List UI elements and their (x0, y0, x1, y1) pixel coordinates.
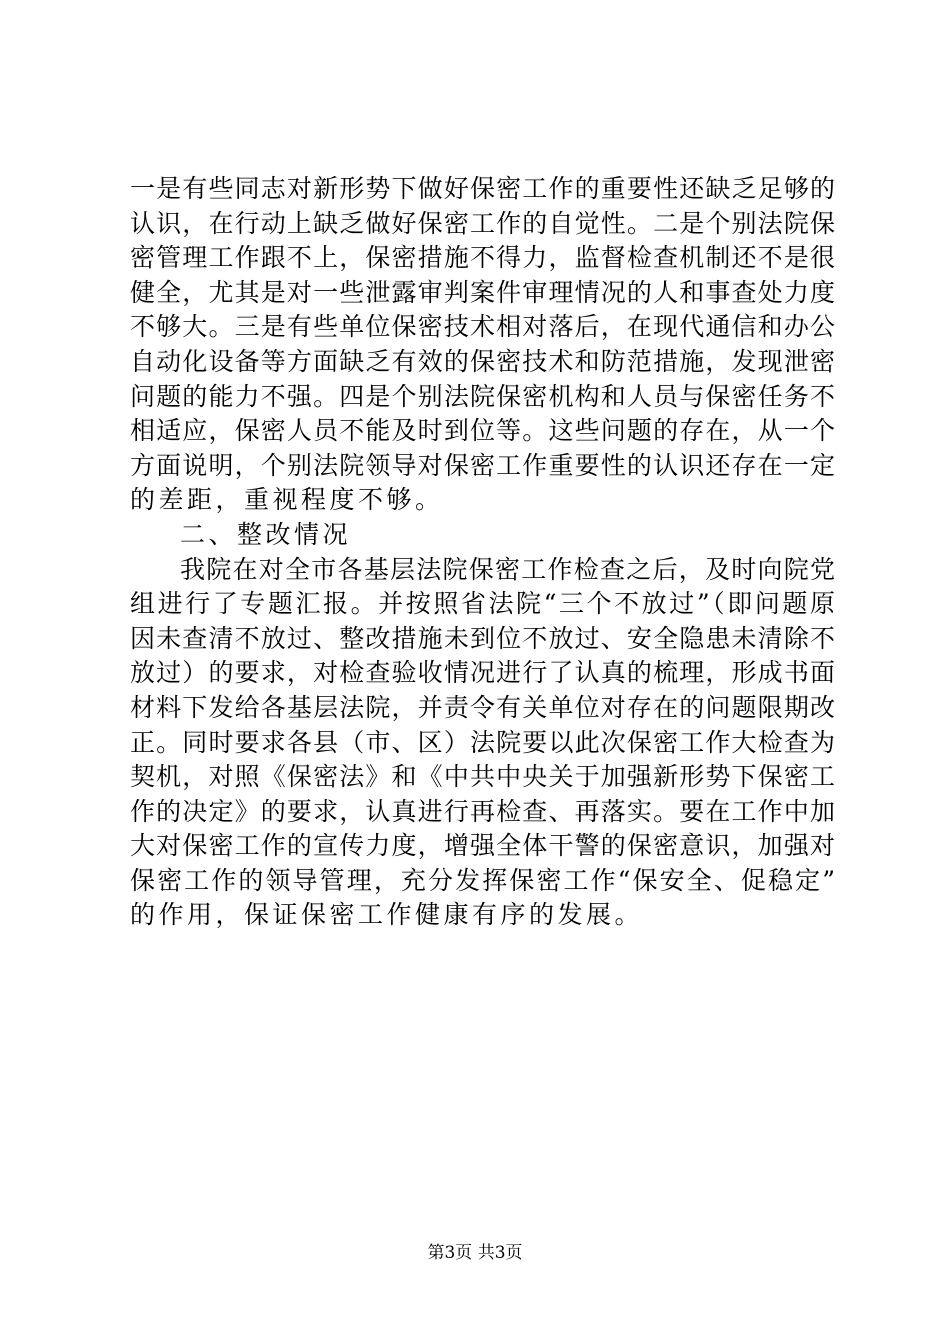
body-line: 组进行了专题汇报。并按照省法院“三个不放过”（即问题原 (130, 589, 835, 619)
body-line: 方面说明，个别法院领导对保密工作重要性的认识还存在一定 (130, 450, 835, 480)
body-line: 不够大。三是有些单位保密技术相对落后，在现代通信和办公 (130, 312, 835, 342)
body-line: 一是有些同志对新形势下做好保密工作的重要性还缺乏足够的 (130, 174, 835, 203)
body-line: 的作用，保证保密工作健康有序的发展。 (130, 900, 644, 930)
body-line: 保密工作的领导管理，充分发挥保密工作“保安全、促稳定” (130, 865, 835, 895)
body-line: 健全，尤其是对一些泄露审判案件审理情况的人和事查处力度 (130, 277, 835, 307)
body-line: 相适应，保密人员不能及时到位等。这些问题的存在，从一个 (130, 416, 835, 446)
body-line: 契机，对照《保密法》和《中共中央关于加强新形势下保密工 (130, 762, 835, 792)
body-line: 因未查清不放过、整改措施未到位不放过、安全隐患未清除不 (130, 623, 835, 653)
body-line: 作的决定》的要求，认真进行再检查、再落实。要在工作中加 (130, 796, 835, 826)
body-line: 问题的能力不强。四是个别法院保密机构和人员与保密任务不 (130, 381, 835, 411)
body-line: 认识，在行动上缺乏做好保密工作的自觉性。二是个别法院保 (130, 208, 835, 238)
body-line: 放过）的要求，对检查验收情况进行了认真的梳理，形成书面 (130, 658, 835, 688)
body-line: 材料下发给各基层法院，并责令有关单位对存在的问题限期改 (130, 692, 835, 722)
body-line: 正。同时要求各县（市、区）法院要以此次保密工作大检查为 (130, 727, 835, 757)
section-heading: 二、整改情况 (180, 519, 352, 549)
page-number-footer: 第3页 共3页 (427, 1243, 523, 1263)
body-line: 我院在对全市各基层法院保密工作检查之后，及时向院党 (180, 554, 835, 584)
body-line: 自动化设备等方面缺乏有效的保密技术和防范措施，发现泄密 (130, 346, 835, 376)
body-line: 密管理工作跟不上，保密措施不得力，监督检查机制还不是很 (130, 243, 835, 273)
body-line: 的差距，重视程度不够。 (130, 485, 444, 515)
body-line: 大对保密工作的宣传力度，增强全体干警的保密意识，加强对 (130, 831, 835, 861)
document-body (130, 172, 835, 933)
